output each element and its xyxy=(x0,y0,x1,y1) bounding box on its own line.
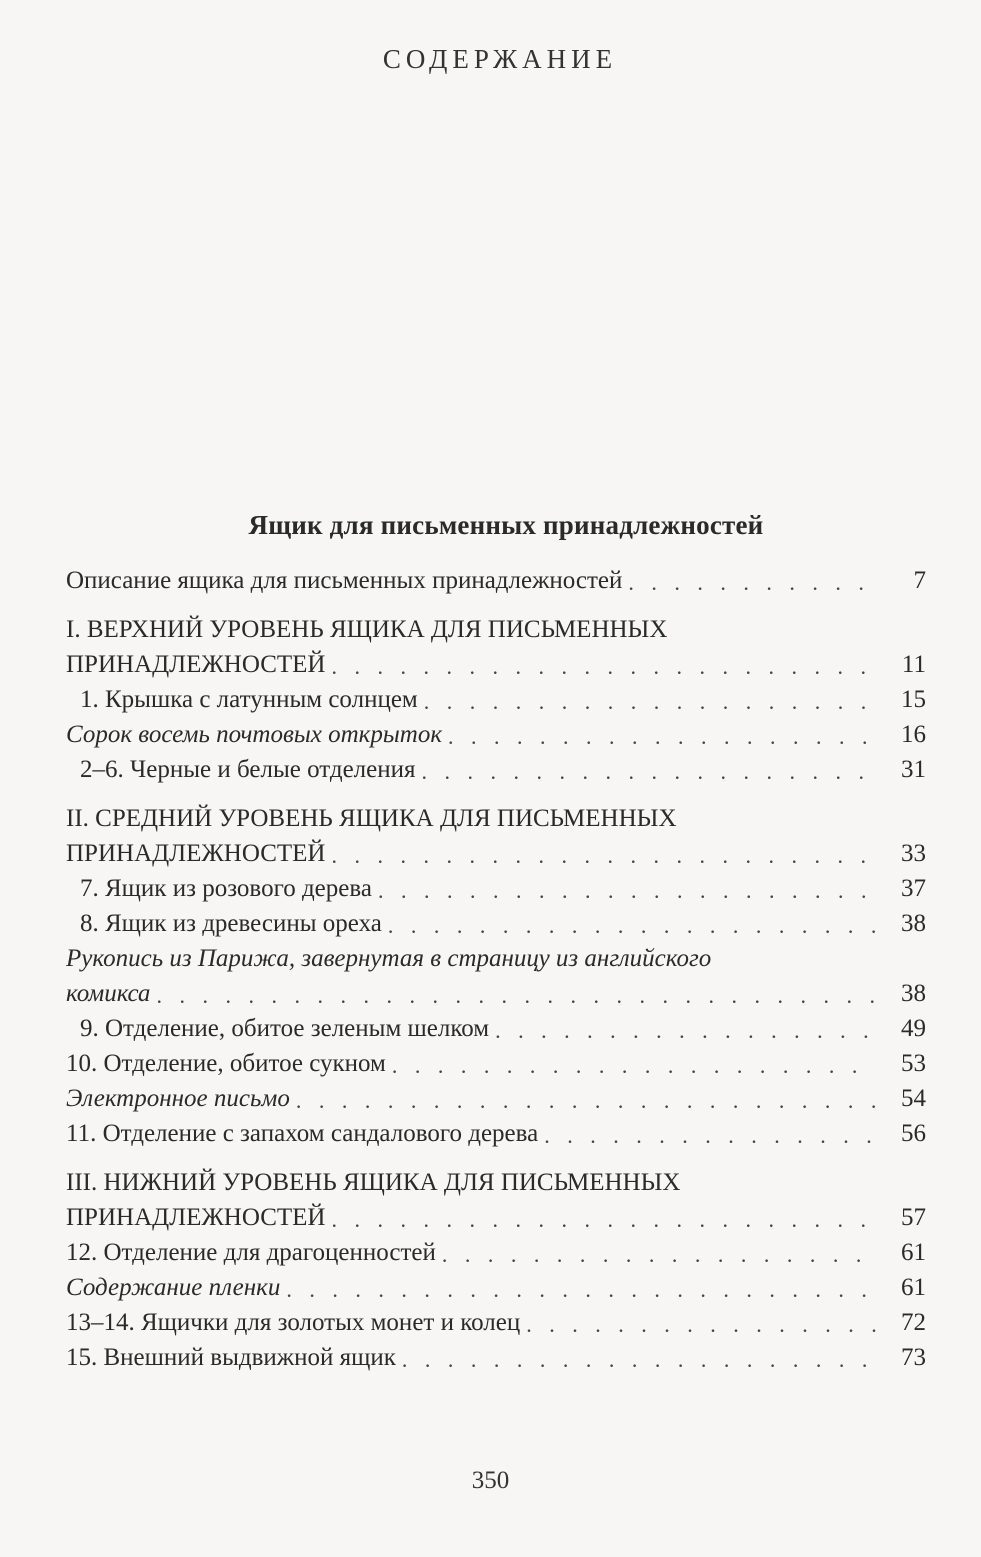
toc-entry xyxy=(66,976,926,1011)
dot-leader xyxy=(332,841,877,871)
toc-entry-label: 10. Отделение, обитое сукном xyxy=(66,1050,386,1077)
dot-leader xyxy=(526,1310,876,1340)
toc-entry xyxy=(66,1081,926,1116)
toc-entry-page: 15 xyxy=(901,686,926,713)
toc-entry-label: 15. Внешний выдвижной ящик xyxy=(66,1344,396,1371)
part-heading-3: III. НИЖНИЙ УРОВЕНЬ ЯЩИКА ДЛЯ ПИСЬМЕННЫХ xyxy=(66,1169,681,1196)
toc-entry-page: 37 xyxy=(901,875,926,902)
toc-entry-label: 9. Отделение, обитое зеленым шелком xyxy=(80,1015,490,1042)
toc-entry-label: 2–6. Черные и белые отделения xyxy=(80,756,416,783)
toc-entry-page: 49 xyxy=(901,1015,926,1042)
toc-entry-label: Содержание пленки xyxy=(66,1274,281,1301)
toc-entry xyxy=(66,906,926,941)
toc-entry xyxy=(66,1011,926,1046)
dot-leader xyxy=(332,652,877,682)
toc-entry-page: 11 xyxy=(901,651,926,678)
dot-leader xyxy=(495,1016,876,1046)
toc-entry-page: 56 xyxy=(901,1120,926,1147)
dot-leader xyxy=(332,1205,877,1235)
toc-entry xyxy=(66,871,926,906)
part-heading-1: I. ВЕРХНИЙ УРОВЕНЬ ЯЩИКА ДЛЯ ПИСЬМЕННЫХ xyxy=(66,616,668,643)
toc-entry xyxy=(66,1235,926,1270)
dot-leader xyxy=(442,1240,876,1270)
toc-entry-page: 53 xyxy=(901,1050,926,1077)
table-of-contents xyxy=(66,510,926,1375)
dot-leader xyxy=(422,757,876,787)
toc-entry-page: 61 xyxy=(901,1274,926,1301)
toc-entry-page: 31 xyxy=(901,756,926,783)
toc-entry-label: ПРИНАДЛЕЖНОСТЕЙ xyxy=(66,840,326,867)
dot-leader xyxy=(388,911,876,941)
toc-entry-page: 57 xyxy=(901,1204,926,1231)
toc-entry-label: 12. Отделение для драгоценностей xyxy=(66,1239,436,1266)
dot-leader xyxy=(424,687,876,717)
toc-entry-part3 xyxy=(66,1200,926,1235)
toc-entry xyxy=(66,1046,926,1081)
toc-entry-label: Описание ящика для письменных принадлежностей xyxy=(66,567,623,594)
dot-leader xyxy=(544,1121,876,1151)
dot-leader xyxy=(628,568,876,598)
dot-leader xyxy=(392,1051,876,1081)
toc-entry-page: 33 xyxy=(901,840,926,867)
toc-entry-label: Электронное письмо xyxy=(66,1085,290,1112)
toc-entry-page: 54 xyxy=(901,1085,926,1112)
toc-entry xyxy=(66,717,926,752)
dot-leader xyxy=(286,1275,876,1305)
toc-entry-page: 61 xyxy=(901,1239,926,1266)
toc-entry xyxy=(66,1270,926,1305)
part-heading-2: II. СРЕДНИЙ УРОВЕНЬ ЯЩИКА ДЛЯ ПИСЬМЕННЫХ xyxy=(66,805,677,832)
toc-entry-label-line1: Рукопись из Парижа, завернутая в страницу из английского xyxy=(66,945,712,972)
section-title: Ящик для письменных принадлежностей xyxy=(248,510,764,540)
toc-entry xyxy=(66,682,926,717)
toc-entry-page: 73 xyxy=(901,1344,926,1371)
dot-leader xyxy=(448,722,876,752)
toc-entry xyxy=(66,1116,926,1151)
dot-leader xyxy=(402,1345,876,1375)
toc-entry-part2 xyxy=(66,836,926,871)
toc-entry xyxy=(66,752,926,787)
toc-entry-label: Сорок восемь почтовых открыток xyxy=(66,721,443,748)
toc-entry xyxy=(66,1340,926,1375)
toc-entry xyxy=(66,1305,926,1340)
toc-entry-label: 11. Отделение с запахом сандалового дерева xyxy=(66,1120,539,1147)
dot-leader xyxy=(378,876,876,906)
toc-entry-label: 1. Крышка с латунным солнцем xyxy=(80,686,418,713)
toc-entry-label: комикса xyxy=(66,980,151,1007)
toc-entry-label: 7. Ящик из розового дерева xyxy=(80,875,372,902)
toc-entry-page: 38 xyxy=(901,910,926,937)
toc-entry-intro xyxy=(66,563,926,598)
toc-entry-page: 7 xyxy=(913,567,926,594)
toc-entry-page: 72 xyxy=(901,1309,926,1336)
dot-leader xyxy=(156,981,876,1011)
toc-entry-label: ПРИНАДЛЕЖНОСТЕЙ xyxy=(66,1204,326,1231)
running-title: СОДЕРЖАНИЕ xyxy=(382,44,618,74)
toc-entry-part1 xyxy=(66,647,926,682)
toc-entry-label: 8. Ящик из древесины ореха xyxy=(80,910,382,937)
toc-entry-page: 38 xyxy=(901,980,926,1007)
toc-entry-label: 13–14. Ящички для золотых монет и колец xyxy=(66,1309,521,1336)
toc-entry-label: ПРИНАДЛЕЖНОСТЕЙ xyxy=(66,651,326,678)
page-number: 350 xyxy=(471,1467,510,1494)
dot-leader xyxy=(296,1086,876,1116)
toc-entry-page: 16 xyxy=(901,721,926,748)
